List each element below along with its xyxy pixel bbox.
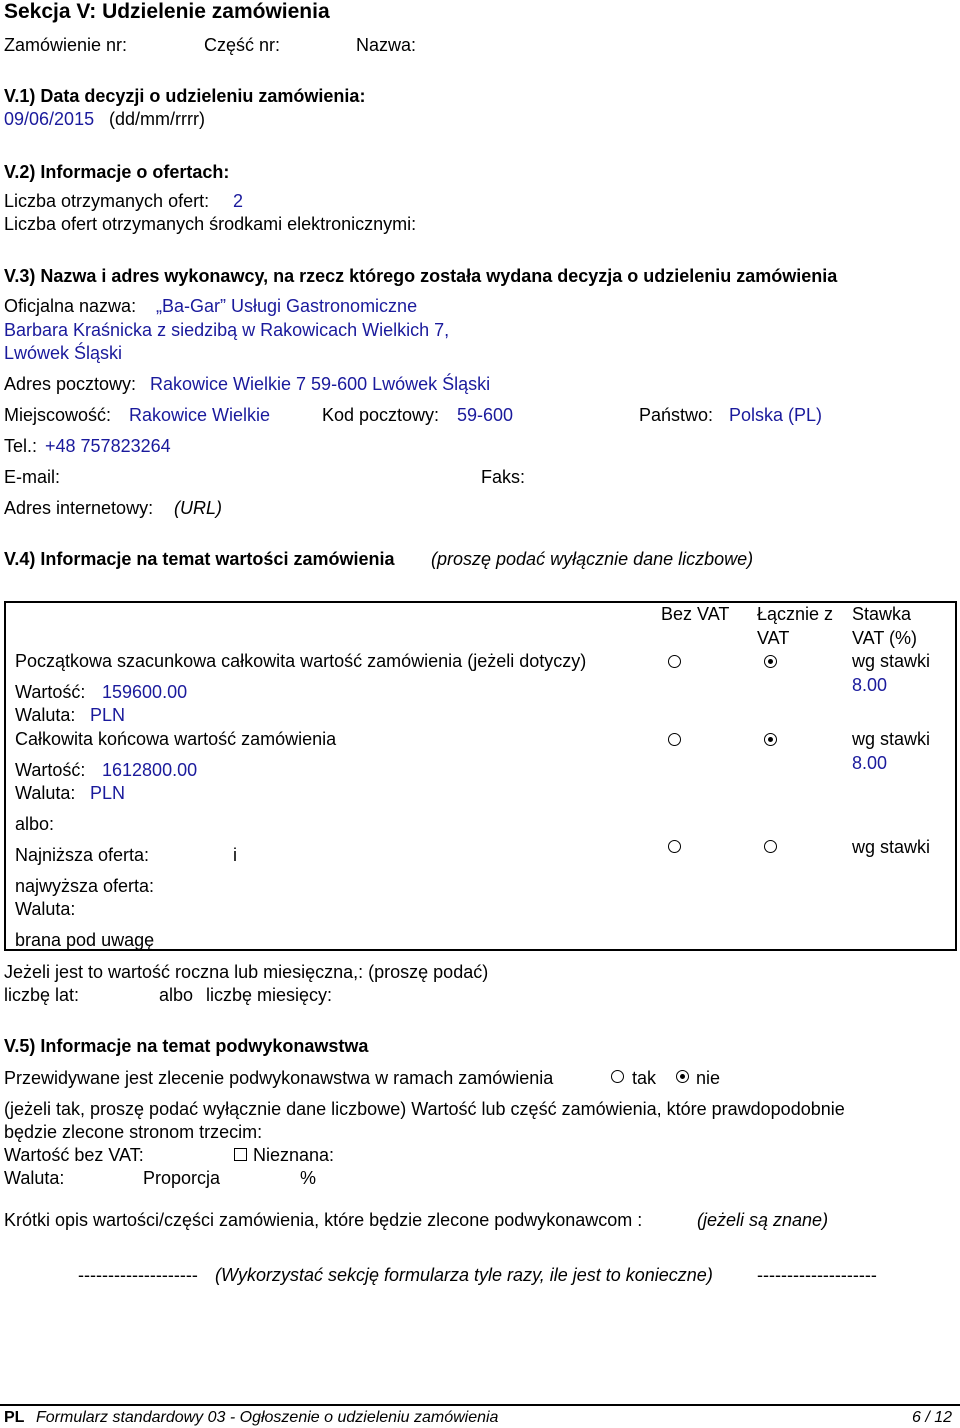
col-header-gross-line1: Łącznie z	[757, 604, 834, 624]
official-name-label: Oficjalna nazwa:	[4, 296, 137, 316]
net-value-label: Wartość bez VAT:	[4, 1145, 144, 1165]
phone-label: Tel.:	[4, 436, 38, 456]
date-format-hint: (dd/mm/rrrr)	[109, 109, 205, 129]
official-name-line1: „Ba-Gar” Usługi Gastronomiczne	[156, 296, 418, 316]
range-net-radio[interactable]	[668, 840, 681, 853]
subcontract-currency-label: Waluta:	[4, 1168, 65, 1188]
col-header-rate-line2: VAT (%)	[852, 628, 918, 648]
initial-rate-value: 8.00	[852, 675, 888, 695]
postal-address-label: Adres pocztowy:	[4, 374, 137, 394]
considered-label: brana pod uwagę	[15, 930, 155, 950]
col-header-rate-line1: Stawka	[852, 604, 912, 624]
initial-net-radio[interactable]	[668, 655, 681, 668]
part-number-label: Część nr:	[204, 35, 281, 55]
unknown-label: Nieznana:	[253, 1145, 335, 1165]
final-currency-value: PLN	[90, 783, 126, 803]
v4-heading: V.4) Informacje na temat wartości zamówienia	[4, 549, 395, 569]
country-value: Polska (PL)	[729, 405, 823, 425]
subcontract-description-label: Krótki opis wartości/części zamówienia, które będzie zlecone podwykonawcom :	[4, 1210, 643, 1230]
and-label: i	[233, 845, 237, 865]
final-currency-label: Waluta:	[15, 783, 76, 803]
initial-currency-label: Waluta:	[15, 705, 76, 725]
offers-received-label: Liczba otrzymanych ofert:	[4, 191, 210, 211]
annual-monthly-label: Jeżeli jest to wartość roczna lub miesięczna,: (proszę podać)	[4, 962, 489, 982]
order-number-label: Zamówienie nr:	[4, 35, 128, 55]
percent-sign: %	[300, 1168, 317, 1188]
repeat-note-text: (Wykorzystać sekcję formularza tyle razy, ile jest to konieczne)	[215, 1265, 713, 1285]
proportion-label: Proporcja	[143, 1168, 221, 1188]
postcode-value: 59-600	[457, 405, 514, 425]
phone-value: +48 757823264	[45, 436, 171, 456]
or-word: albo	[159, 985, 194, 1005]
lowest-offer-label: Najniższa oferta:	[15, 845, 150, 865]
repeat-dashes-right: --------------------	[757, 1265, 877, 1285]
postal-address-value: Rakowice Wielkie 7 59-600 Lwówek Śląski	[150, 374, 491, 394]
initial-amount-value: 159600.00	[102, 682, 188, 702]
range-rate-text: wg stawki	[852, 837, 931, 857]
unknown-checkbox[interactable]	[234, 1148, 247, 1161]
locality-value: Rakowice Wielkie	[129, 405, 271, 425]
subcontracting-yes-radio[interactable]	[611, 1070, 624, 1083]
subcontracting-yes-label: tak	[632, 1068, 657, 1088]
decision-date: 09/06/2015	[4, 109, 95, 129]
highest-offer-label: najwyższa oferta:	[15, 876, 155, 896]
range-currency-label: Waluta:	[15, 899, 76, 919]
initial-currency-value: PLN	[90, 705, 126, 725]
electronic-offers-label: Liczba ofert otrzymanych środkami elektronicznymi:	[4, 214, 417, 234]
name-label: Nazwa:	[356, 35, 417, 55]
footer-page-number: 6 / 12	[912, 1409, 953, 1426]
offers-received-value: 2	[233, 191, 244, 211]
col-header-gross-line2: VAT	[757, 628, 790, 648]
locality-label: Miejscowość:	[4, 405, 112, 425]
v3-heading: V.3) Nazwa i adres wykonawcy, na rzecz którego została wydana decyzja o udzieleniu zamówienia	[4, 266, 838, 286]
initial-value-label: Początkowa szacunkowa całkowita wartość zamówienia (jeżeli dotyczy)	[15, 651, 587, 671]
range-gross-radio[interactable]	[764, 840, 777, 853]
repeat-dashes-left: --------------------	[78, 1265, 198, 1285]
final-rate-value: 8.00	[852, 753, 888, 773]
website-hint: (URL)	[174, 498, 222, 518]
footer-language: PL	[4, 1409, 25, 1426]
final-value-label: Całkowita końcowa wartość zamówienia	[15, 729, 337, 749]
months-label: liczbę miesięcy:	[206, 985, 333, 1005]
subcontracting-no-label: nie	[696, 1068, 721, 1088]
final-gross-radio[interactable]	[764, 733, 777, 746]
final-net-radio[interactable]	[668, 733, 681, 746]
country-label: Państwo:	[639, 405, 714, 425]
years-label: liczbę lat:	[4, 985, 80, 1005]
final-rate-text: wg stawki	[852, 729, 931, 749]
postcode-label: Kod pocztowy:	[322, 405, 440, 425]
initial-rate-text: wg stawki	[852, 651, 931, 671]
footer-divider	[0, 1404, 960, 1406]
subcontracting-no-radio[interactable]	[676, 1070, 689, 1083]
subcontract-info-line1: (jeżeli tak, proszę podać wyłącznie dane liczbowe) Wartość lub część zamówienia, które prawdopodobnie	[4, 1099, 845, 1119]
initial-gross-radio[interactable]	[764, 655, 777, 668]
v4-heading-hint: (proszę podać wyłącznie dane liczbowe)	[431, 549, 754, 569]
final-amount-label: Wartość:	[15, 760, 86, 780]
official-name-line3: Lwówek Śląski	[4, 343, 123, 363]
official-name-line2: Barbara Kraśnicka z siedzibą w Rakowicach Wielkich 7,	[4, 320, 450, 340]
section-title: Sekcja V: Udzielenie zamówienia	[4, 0, 330, 23]
website-label: Adres internetowy:	[4, 498, 154, 518]
col-header-net: Bez VAT	[661, 604, 730, 624]
subcontracting-question: Przewidywane jest zlecenie podwykonawstwa w ramach zamówienia	[4, 1068, 554, 1088]
subcontract-info-line2: będzie zlecone stronom trzecim:	[4, 1122, 263, 1142]
final-amount-value: 1612800.00	[102, 760, 198, 780]
email-label: E-mail:	[4, 467, 61, 487]
v2-heading: V.2) Informacje o ofertach:	[4, 162, 230, 182]
footer-form-name: Formularz standardowy 03 - Ogłoszenie o udzieleniu zamówienia	[36, 1409, 499, 1426]
v1-heading: V.1) Data decyzji o udzieleniu zamówienia:	[4, 86, 366, 106]
subcontract-description-hint: (jeżeli są znane)	[697, 1210, 829, 1230]
v5-heading: V.5) Informacje na temat podwykonawstwa	[4, 1036, 369, 1056]
or-label: albo:	[15, 814, 55, 834]
fax-label: Faks:	[481, 467, 526, 487]
initial-amount-label: Wartość:	[15, 682, 86, 702]
